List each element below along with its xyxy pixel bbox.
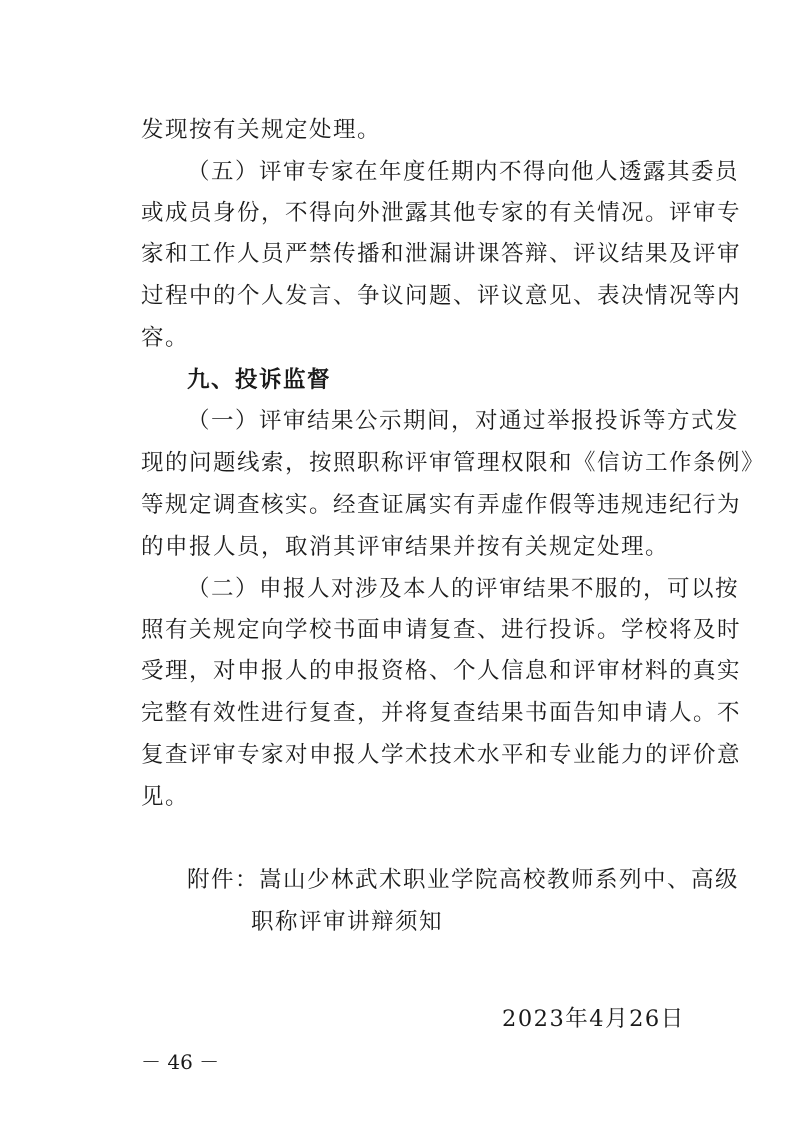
attachment-line: 职称评审讲辩须知 xyxy=(251,909,444,935)
paragraph-line: 复查评审专家对申报人学术技术水平和专业能力的评价意 xyxy=(141,742,742,768)
page-number: － 46 － xyxy=(141,1050,220,1074)
paragraph-line: 发现按有关规定处理。 xyxy=(141,117,382,143)
paragraph-line: 受理，对申报人的申报资格、个人信息和评审材料的真实 xyxy=(141,658,742,684)
document-date: 2023年4月26日 xyxy=(502,1006,685,1032)
paragraph-line: （二）申报人对涉及本人的评审结果不服的，可以按 xyxy=(187,576,740,602)
paragraph-line: 完整有效性进行复查，并将复查结果书面告知申请人。不 xyxy=(141,700,742,726)
paragraph-line: 容。 xyxy=(141,325,190,351)
paragraph-line: 过程中的个人发言、争议问题、评议意见、表决情况等内 xyxy=(141,283,742,309)
paragraph-line: 照有关规定向学校书面申请复查、进行投诉。学校将及时 xyxy=(141,617,742,643)
paragraph-line: （一）评审结果公示期间，对通过举报投诉等方式发 xyxy=(187,408,740,434)
paragraph-line: 等规定调查核实。经查证属实有弄虚作假等违规违纪行为 xyxy=(141,492,742,518)
paragraph-line: 的申报人员，取消其评审结果并按有关规定处理。 xyxy=(141,534,670,560)
paragraph-line: 现的问题线索，按照职称评审管理权限和《信访工作条例》 xyxy=(141,450,766,476)
paragraph-line: 或成员身份，不得向外泄露其他专家的有关情况。评审专 xyxy=(141,200,742,226)
paragraph-line: （五）评审专家在年度任期内不得向他人透露其委员 xyxy=(187,159,740,185)
section-heading: 九、投诉监督 xyxy=(187,367,332,393)
paragraph-line: 见。 xyxy=(141,784,190,810)
paragraph-line: 家和工作人员严禁传播和泄漏讲课答辩、评议结果及评审 xyxy=(141,241,742,267)
attachment-line: 附件：嵩山少林武术职业学院高校教师系列中、高级 xyxy=(187,867,740,893)
